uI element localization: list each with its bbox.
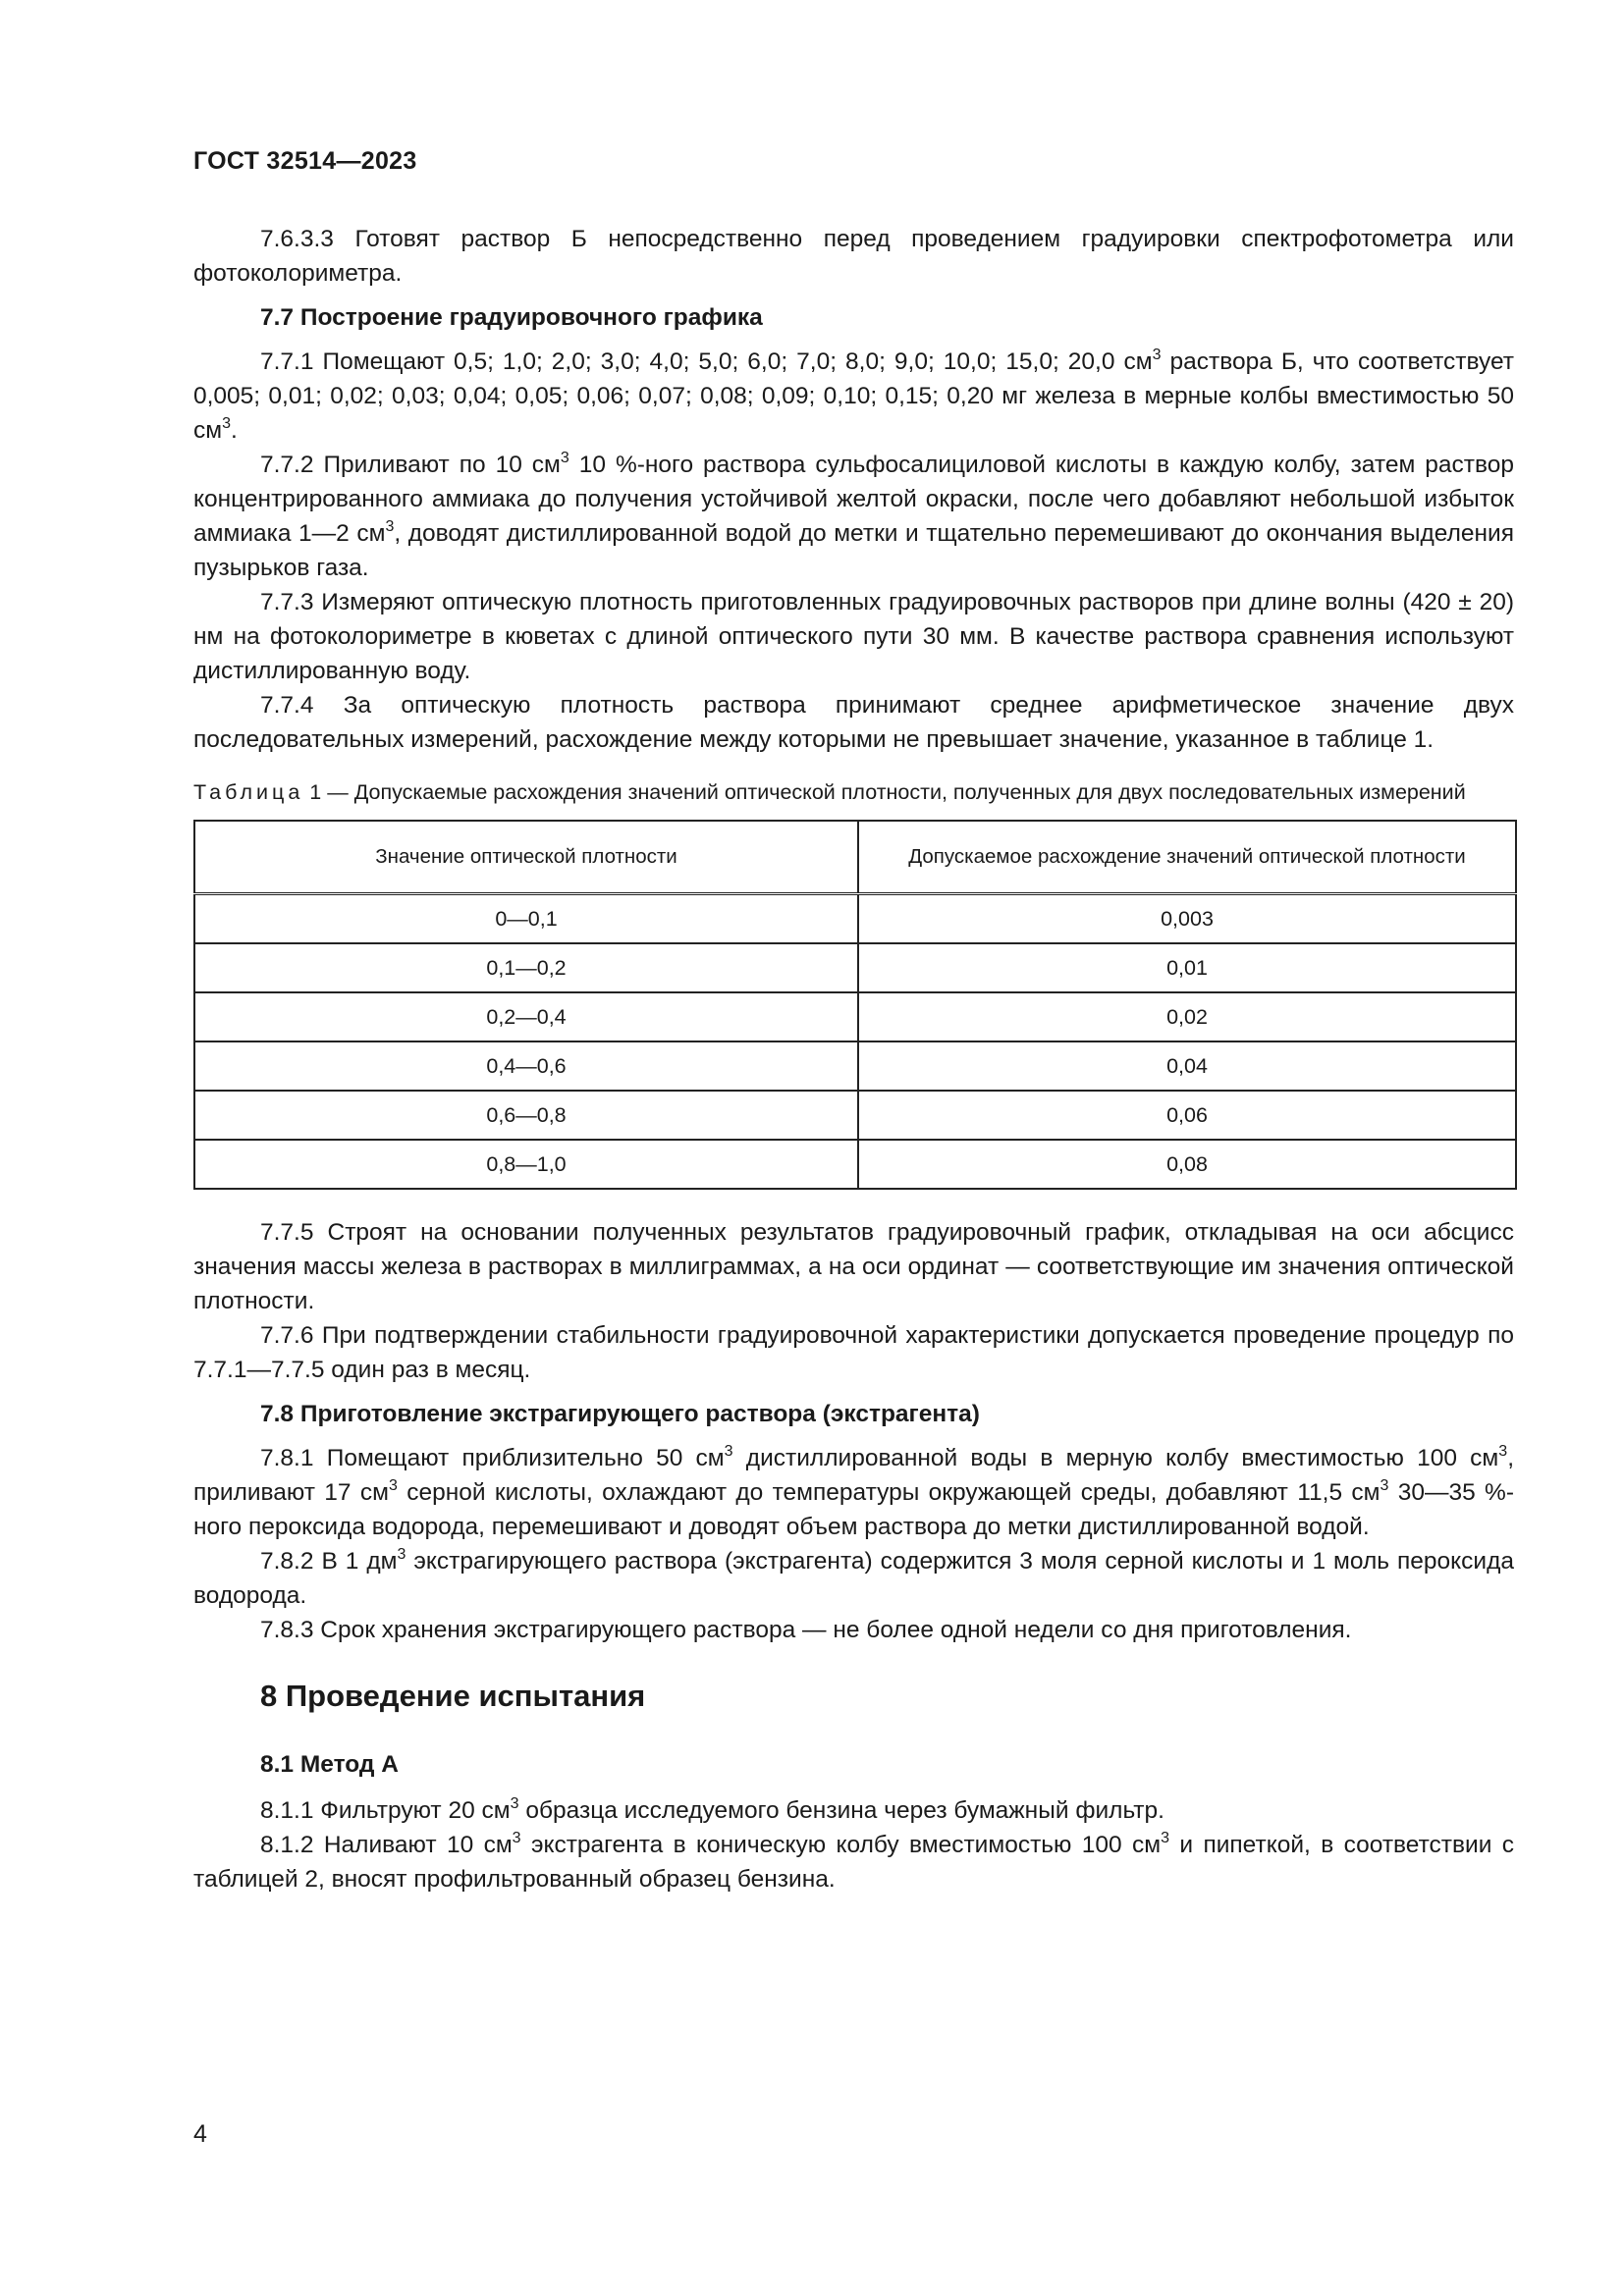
paragraph-7-7-2: 7.7.2 Приливают по 10 $см^3$ 10 %-ного раствора сульфосалициловой кислоты в каждую колбу, затем раствор концентрированного аммиака до получения устойчивой желтой окраски, после чего добавляют небольшой избыток аммиака 1—2 $см^3$, доводят дистиллированной водой до метки и тщательно перемешивают до окончания выделения пузырьков газа.: [193, 450, 1514, 581]
paragraph-8-1-1: 8.1.1 Фильтруют 20 $см^3$ образца исследуемого бензина через бумажный фильтр.: [260, 1795, 1164, 1824]
table-row: [194, 894, 1516, 944]
table-cell: 0—0,1: [194, 894, 858, 944]
table-row: [194, 1091, 1516, 1140]
paragraph-7-7-4: 7.7.4 За оптическую плотность раствора принимают среднее арифметическое значение двух последовательных измерений, расхождение между которыми не превышает значение, указанное в таблице 1.: [193, 692, 1514, 753]
table-cell: 0,02: [858, 992, 1516, 1041]
table-row: [194, 943, 1516, 992]
page-number: 4: [193, 2120, 207, 2148]
table-cell: 0,4—0,6: [194, 1041, 858, 1091]
paragraph-8-1-2: 8.1.2 Наливают 10 $см^3$ экстрагента в коническую колбу вместимостью 100 $см^3$ и пипеткой, в соответствии с таблицей 2, вносят профильтрованный образец бензина.: [193, 1830, 1515, 1893]
section-8-title: 8 Проведение испытания: [260, 1679, 646, 1713]
table-1-caption: Таблица 1 — Допускаемые расхождения значений оптической плотности, полученных для двух последовательных измерений: [193, 780, 1466, 804]
table-cell: 0,003: [858, 894, 1516, 944]
table-1: [193, 820, 1517, 1190]
paragraph-7-6-3-3: 7.6.3.3 Готовят раствор Б непосредственно перед проведением градуировки спектрофотометра или фотоколориметра.: [193, 226, 1514, 287]
paragraph-7-7-5: 7.7.5 Строят на основании полученных результатов градуировочный график, откладывая на оси абсцисс значения массы железа в растворах в миллиграммах, а на оси ординат — соответствующие им значения оптической плотности.: [193, 1219, 1514, 1314]
table-cell: 0,08: [858, 1140, 1516, 1189]
table-header-cell: Значение оптической плотности: [194, 821, 858, 894]
page-content: [193, 222, 1514, 1896]
table-row: [194, 1140, 1516, 1189]
table-row: [194, 992, 1516, 1041]
table-cell: 0,6—0,8: [194, 1091, 858, 1140]
paragraph-7-7-6: 7.7.6 При подтверждении стабильности градуировочной характеристики допускается проведение процедур по 7.7.1—7.7.5 один раз в месяц.: [193, 1322, 1514, 1383]
table-header-row: [194, 821, 1516, 894]
table-header-cell: Допускаемое расхождение значений оптической плотности: [858, 821, 1516, 894]
table-cell: 0,1—0,2: [194, 943, 858, 992]
section-7-7-title: 7.7 Построение градуировочного графика: [260, 304, 763, 331]
section-8-1-title: 8.1 Метод А: [260, 1751, 399, 1778]
table-row: [194, 1041, 1516, 1091]
document-code: ГОСТ 32514—2023: [193, 147, 417, 175]
paragraph-7-8-3: 7.8.3 Срок хранения экстрагирующего раствора — не более одной недели со дня приготовления.: [260, 1617, 1352, 1643]
paragraph-7-7-1: 7.7.1 Помещают 0,5; 1,0; 2,0; 3,0; 4,0; 5,0; 6,0; 7,0; 8,0; 9,0; 10,0; 15,0; 20,0 $см^3$ раствора Б, что соответствует 0,005; 0,01; 0,02; 0,03; 0,04; 0,05; 0,06; 0,07; 0,08; 0,09; 0,10; 0,15; 0,20 мг железа в мерные колбы вместимостью 50 $см^3$.: [193, 347, 1514, 444]
paragraph-7-8-2: 7.8.2 В 1 $дм^3$ экстрагирующего раствора (экстрагента) содержится 3 моля серной кислоты и 1 моль пероксида водорода.: [193, 1546, 1514, 1609]
table-cell: 0,01: [858, 943, 1516, 992]
table-cell: 0,04: [858, 1041, 1516, 1091]
paragraph-7-7-3: 7.7.3 Измеряют оптическую плотность приготовленных градуировочных растворов при длине волны (420 ± 20) нм на фотоколориметре в кюветах с длиной оптического пути 30 мм. В качестве раствора сравнения используют дистиллированную воду.: [193, 589, 1514, 684]
section-7-8-title: 7.8 Приготовление экстрагирующего раствора (экстрагента): [260, 1401, 980, 1427]
table-cell: 0,2—0,4: [194, 992, 858, 1041]
table-cell: 0,8—1,0: [194, 1140, 858, 1189]
table-cell: 0,06: [858, 1091, 1516, 1140]
paragraph-7-8-1: 7.8.1 Помещают приблизительно 50 $см^3$ дистиллированной воды в мерную колбу вместимостью 100 $см^3$, приливают 17 $см^3$ серной кислоты, охлаждают до температуры окружающей среды, добавляют 11,5 $см^3$ 30—35 %-ного пероксида водорода, перемешивают и доводят объем раствора до метки дистиллированной водой.: [193, 1443, 1514, 1540]
